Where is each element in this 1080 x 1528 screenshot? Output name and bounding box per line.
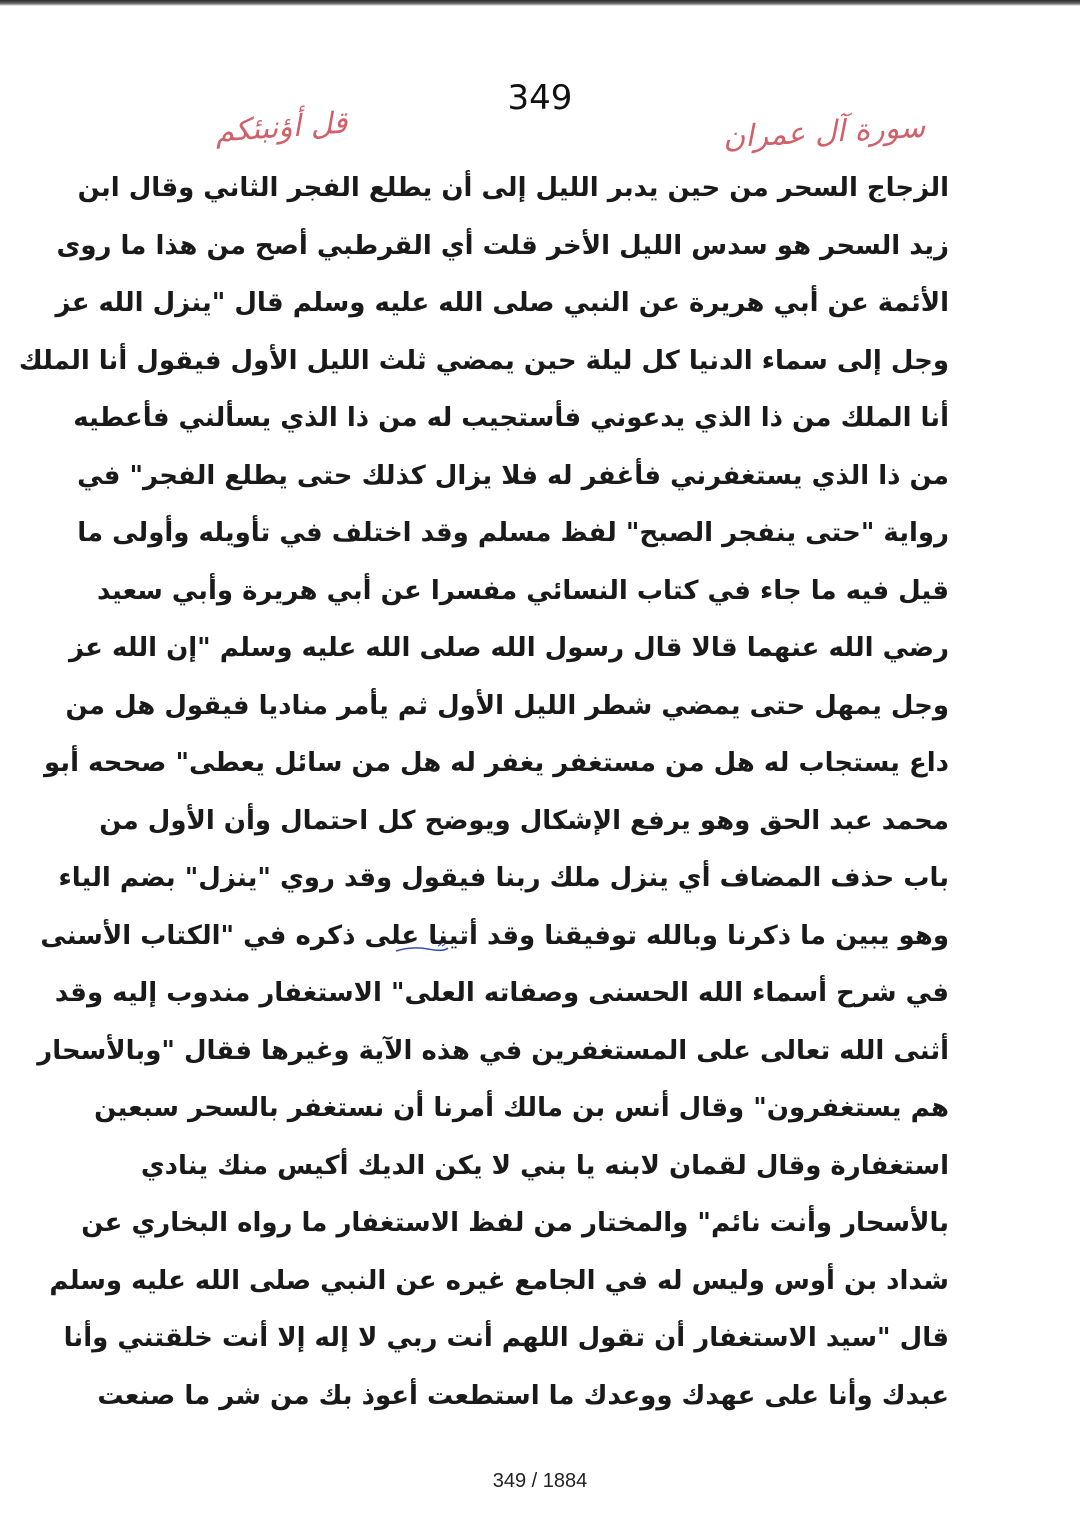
text-line: باب حذف المضاف أي ينزل ملك ربنا فيقول وقد روي "ينزل" بضم الياء: [58, 863, 949, 893]
text-line: قيل فيه ما جاء في كتاب النسائي مفسرا عن أبي هريرة وأبي سعيد: [96, 575, 949, 606]
text-line: استغفارة وقال لقمان لابنه يا بني لا يكن الديك أكيس منك ينادي: [140, 1150, 949, 1181]
text-line: وجل إلى سماء الدنيا كل ليلة حين يمضي ثلث الليل الأول فيقول أنا الملك: [18, 345, 949, 376]
text-line: الأئمة عن أبي هريرة عن النبي صلى الله عليه وسلم قال "ينزل الله عز: [55, 288, 949, 318]
scan-top-edge: [0, 0, 1080, 6]
text-line: وهو يبين ما ذكرنا وبالله توفيقنا وقد أتينا على ذكره في "الكتاب الأسنى: [40, 920, 949, 951]
text-line: في شرح أسماء الله الحسنى وصفاته العلى" الاستغفار مندوب إليه وقد: [54, 978, 949, 1008]
text-line: هم يستغفرون" وقال أنس بن مالك أمرنا أن نستغفر بالسحر سبعين: [94, 1093, 949, 1123]
text-line: عبدك وأنا على عهدك ووعدك ما استطعت أعوذ بك من شر ما صنعت: [97, 1380, 949, 1411]
text-line: الزجاج السحر من حين يدبر الليل إلى أن يطلع الفجر الثاني وقال ابن: [77, 173, 949, 203]
text-line: من ذا الذي يستغفرني فأغفر له فلا يزال كذلك حتى يطلع الفجر" في: [77, 460, 949, 491]
text-line: أثنى الله تعالى على المستغفرين في هذه الآية وغيرها فقال "وبالأسحار: [37, 1035, 949, 1066]
page-counter: 349 / 1884: [492, 1470, 588, 1492]
text-line: قال "سيد الاستغفار أن تقول اللهم أنت ربي لا إله إلا أنت خلقتني وأنا: [63, 1323, 949, 1353]
text-line: وجل يمهل حتى يمضي شطر الليل الأول ثم يأمر مناديا فيقول هل من: [65, 690, 949, 721]
text-line: محمد عبد الحق وهو يرفع الإشكال ويوضح كل احتمال وأن الأول من: [99, 805, 949, 836]
text-line: أنا الملك من ذا الذي يدعوني فأستجيب له من ذا الذي يسألني فأعطيه: [73, 403, 949, 433]
text-line: رضي الله عنهما قالا قال رسول الله صلى الله عليه وسلم "إن الله عز: [68, 633, 949, 663]
pen-mark: [392, 943, 452, 957]
text-line: داع يستجاب له هل من مستغفر يغفر له هل من سائل يعطى" صححه أبو: [44, 748, 949, 778]
text-line: شداد بن أوس وليس له في الجامع غيره عن النبي صلى الله عليه وسلم: [49, 1265, 949, 1296]
handwritten-note-right: سورة آل عمران: [722, 109, 926, 156]
handwritten-note-left: قل أؤنبئكم: [213, 105, 349, 150]
text-line: بالأسحار وأنت نائم" والمختار من لفظ الاستغفار ما رواه البخاري عن: [81, 1208, 949, 1238]
body-text: [18, 160, 949, 1425]
page-number: 349: [507, 78, 573, 118]
text-line: زيد السحر هو سدس الليل الأخر قلت أي القرطبي أصح من هذا ما روى: [56, 230, 949, 261]
text-line: رواية "حتى ينفجر الصبح" لفظ مسلم وقد اختلف في تأويله وأولى ما: [77, 518, 949, 548]
